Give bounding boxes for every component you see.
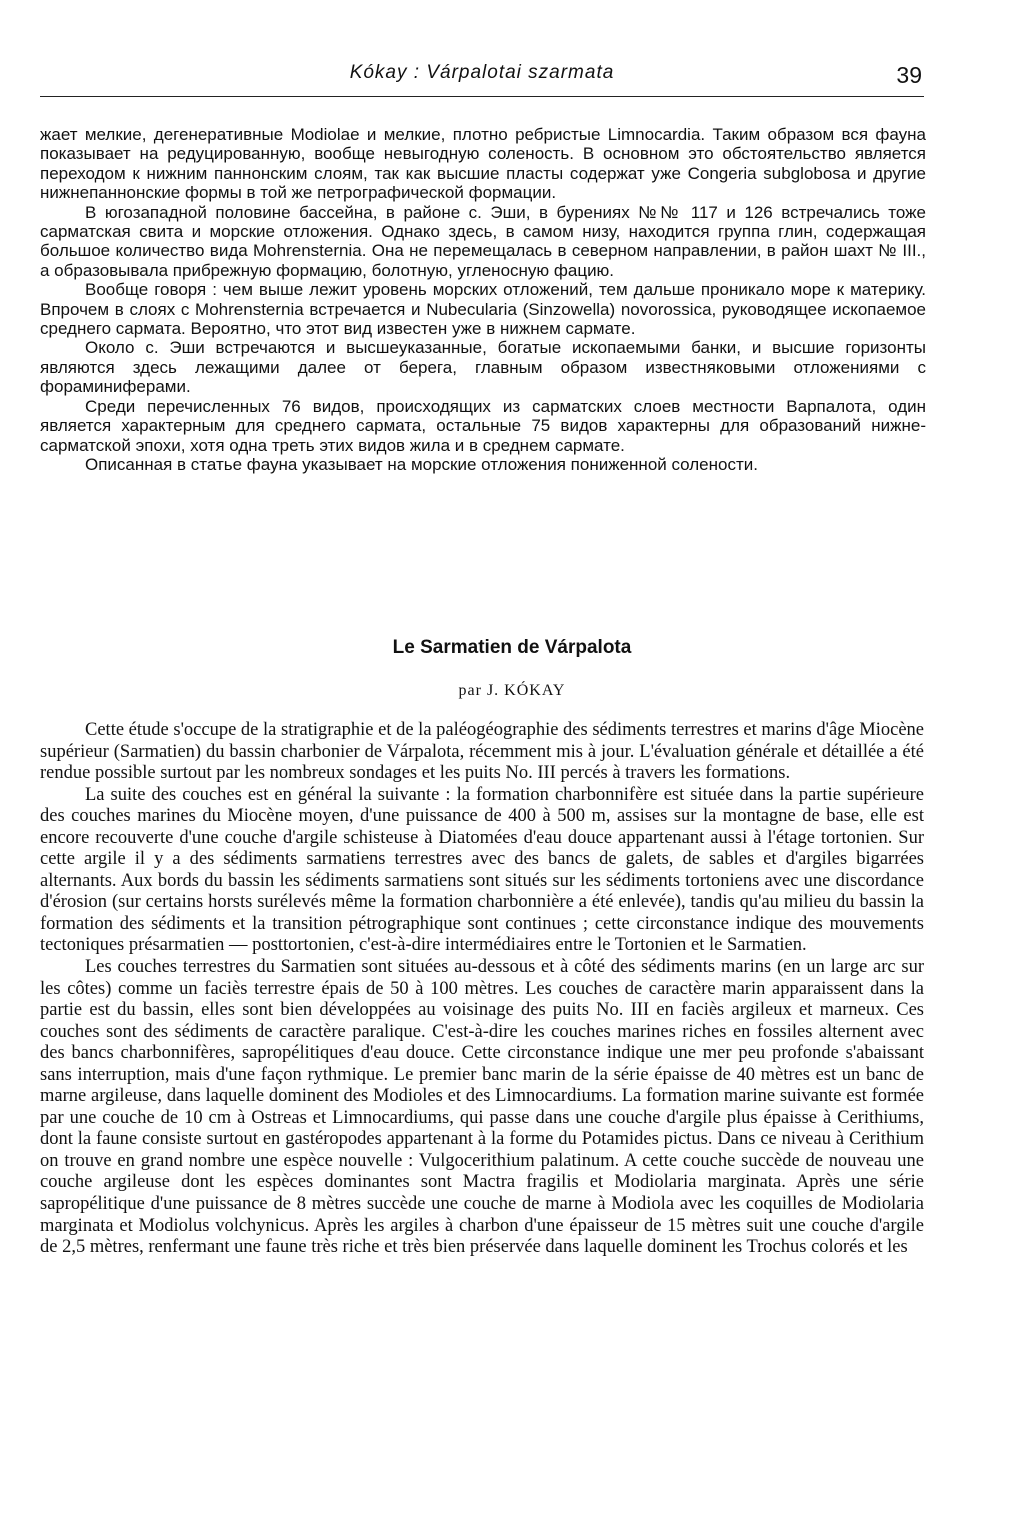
russian-paragraph-1: жает мелкие, дегенеративные Modiolae и мелкие, плотно ребристые Limnocardia. Таким образом вся фауна показывает на редуцированную, вообще невыгодную соленость. В основном это обстоятельство является переходом к нижним паннонским слоям, так как высшие пласты содержат уже Congeria subglobosa и другие нижнепаннонские формы в той же петрографической формации. bbox=[40, 125, 926, 203]
russian-paragraph-6: Описанная в статье фауна указывает на морские отложения пониженной солености. bbox=[85, 454, 758, 474]
french-paragraph-2: La suite des couches est en général la suivante : la formation charbonnifère est située dans la partie supérieure des couches marines du Miocène moyen, d'une puissance de 400 à 500 m, assises sur la montagne de base, elle est encore recouverte d'une couche d'argile schisteuse à Diatomées d'eau douce appartenant aussi à l'étage tortonien. Sur cette argile il y a des sédiments sarmatiens terrestres avec des bancs de galets, de sables et d'argiles bigarrées alternants. Aux bords du bassin les sédiments sarmatiens sont situés sur les sédiments tortoniens avec une discordance d'érosion (sur certains horsts surélevés même la formation charbonnière a été enlevée), tandis qu'au milieu du bassin la formation des sédiments et la transition pétrographique sont continues ; cette circonstance indique des mouvements tectoniques présarmatien — posttortonien, c'est-à-dire intermédiaires entre le Tortonien et le Sarmatien. bbox=[40, 784, 924, 956]
page-number: 39 bbox=[896, 62, 922, 88]
page-header bbox=[40, 62, 924, 97]
russian-paragraph-2: В югозападной половине бассейна, в районе с. Эши, в бурениях №№ 117 и 126 встречались тоже сарматская свита и морские отложения. Однако здесь, в самом низу, находится группа глин, содержащая большое количество вида Mohrensternia. Она не перемещалась в северном направлении, в район шахт № III., а образовывала прибрежную формацию, болотную, угленосную фацию. bbox=[40, 202, 926, 280]
russian-paragraph-3: Вообще говоря : чем выше лежит уровень морских отложений, тем дальше проникало море к материку. Впрочем в слоях с Mohrensternia встречается и Nubecularia (Sinzowella) novorossica, руководящее ископаемое среднего сармата. Вероятно, что этот вид известен уже в нижнем сармате. bbox=[40, 280, 926, 339]
running-title: Kókay : Várpalotai szarmata bbox=[349, 62, 615, 83]
section-title: Le Sarmatien de Várpalota bbox=[392, 637, 632, 658]
french-paragraph-1: Cette étude s'occupe de la stratigraphie et de la paléogéographie des sédiments terrestres et marins d'âge Miocène supérieur (Sarmatien) du bassin charbonier de Várpalota, récemment mis à jour. L'évaluation générale et détaillée a été rendue possible surtout par les nombreux sondages et les puits No. III percés à travers les formations. bbox=[40, 720, 924, 784]
russian-text-block bbox=[40, 125, 926, 474]
french-paragraph-3: Les couches terrestres du Sarmatien sont situées au-dessous et à côté des sédiments marins (en un large arc sur les côtes) comme un faciès terrestre épais de 50 à 100 mètres. Les couches de caractère marin apparaissent dans la partie est du bassin, elles sont bien développées au voisinage des puits No. III en faciès argileux et marneux. Ces couches sont des sédiments de caractère paralique. C'est-à-dire les couches marines riches en fossiles alternent avec des bancs charbonnifères, sapropélitiques d'eau douce. Cette circonstance indique une mer peu profonde s'abaissant sans interruption, mais d'une façon rythmique. Le premier banc marin de la série épaisse de 40 mètres est un banc de marne argileuse, dans laquelle dominent des Modioles et des Limnocardiums. La formation marine suivante est formée par une couche de 10 cm à Ostreas et Limnocardiums, qui passe dans une couche d'argile plus épaisse à Cerithiums, dont la faune consiste surtout en gastéropodes appartenant à la forme du Potamides pictus. Dans ce niveau à Cerithium on trouve en grand nombre une espèce nouvelle : Vulgocerithium palatinum. A cette couche succède de nouveau une couche argileuse dont les espèces dominantes sont Mactra fragilis et Modiolaria marginata. Après une série sapropélitique d'une puissance de 8 mètres succède une couche de marne à Modiola avec les coquilles de Modiolaria marginata et Modiolus volchynicus. Après les argiles à charbon d'une épaisseur de 15 mètres suit une couche d'argile de 2,5 mètres, renfermant une faune très riche et très bien préservée dans laquelle dominent les Trochus colorés et les bbox=[40, 957, 924, 1258]
author-byline: par J. KÓKAY bbox=[458, 682, 566, 699]
russian-paragraph-5: Среди перечисленных 76 видов, происходящих из сарматских слоев местности Варпалота, один является характерным для среднего сармата, остальные 75 видов характерны для образований нижне-сарматской эпохи, хотя одна треть этих видов жила и в среднем сармате. bbox=[40, 396, 926, 455]
russian-paragraph-4: Около с. Эши встречаются и высшеуказанные, богатые ископаемыми банки, и высшие горизонты являются здесь лежащими далее от берега, главным образом известняковыми отложениями с фораминиферами. bbox=[40, 338, 926, 397]
french-summary-block bbox=[40, 720, 924, 1259]
